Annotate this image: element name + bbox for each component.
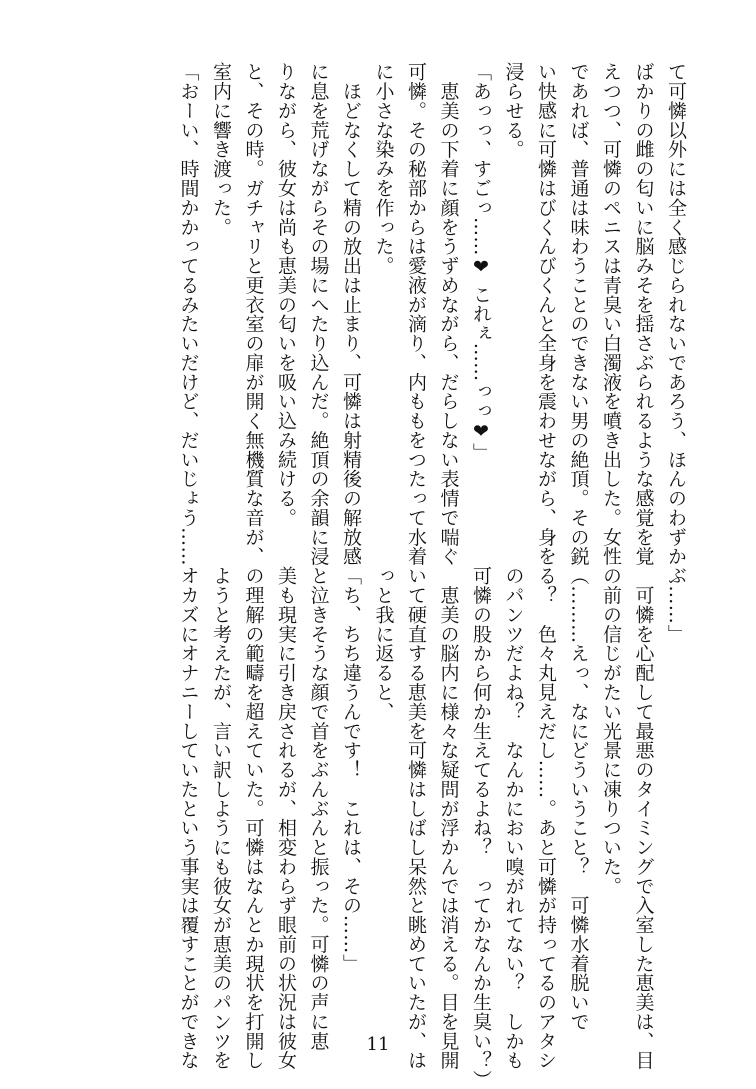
text-line: 室内に響き渡った。 [210, 62, 232, 237]
text-line: ようと考えたが、言い訳しようにも彼女が恵美のパンツを [210, 566, 232, 1070]
text-line: 可憐の股から何か生えてるよね？ ってかなんか生臭い？） [470, 566, 492, 1089]
text-line: ばかりの雌の匂いに脳みそを揺さぶられるような感覚を覚 [632, 62, 655, 566]
page-number: 11 [366, 1034, 390, 1055]
text-line: 「あっっ、すごっ……❤ これぇ……っっ❤」 [470, 62, 492, 463]
text-line: て可憐以外には全く感じられないであろう、ほんのわずか [665, 62, 687, 566]
text-line: のパンツだよね？ なんかにおい嗅がれてない？ しかも [502, 566, 525, 1070]
text-line: と、その時。ガチャリと更衣室の扉が開く無機質な音が、 [242, 62, 265, 566]
text-line: 「おーい、時間かかってるみたいだけど、だいじょう…… [177, 62, 200, 566]
text-line: ぶ……」 [665, 566, 687, 644]
text-line: 恵美の下着に顔をうずめながら、だらしない表情で喘ぐ [437, 62, 460, 566]
text-line: 可憐。その秘部からは愛液が滴り、内ももをつたって水着 [405, 62, 427, 566]
text-line: の前の信じがたい光景に凍りついた。 [600, 566, 622, 896]
text-line: りながら、彼女は尚も恵美の匂いを吸い込み続ける。 [275, 62, 297, 528]
text-line: いて硬直する恵美を可憐はしばし呆然と眺めていたが、は [405, 566, 427, 1070]
text-line: に息を荒げながらその場にへたり込んだ。絶頂の余韻に浸 [307, 62, 330, 566]
text-line: えつつ、可憐のペニスは青臭い白濁液を噴き出した。女性 [600, 62, 622, 566]
text-line: 可憐を心配して最悪のタイミングで入室した恵美は、目 [632, 566, 655, 1070]
text-line: （………えっ、なにどういうこと？ 可憐水着脱いで [567, 566, 590, 1032]
text-line: オカズにオナニーしていたという事実は覆すことができな [177, 566, 200, 1070]
text-block-upper [66, 62, 692, 566]
text-line: 美も現実に引き戻されるが、相変わらず眼前の状況は彼女 [275, 566, 297, 1070]
text-line: の理解の範疇を超えていた。可憐はなんとか現状を打開し [242, 566, 265, 1070]
text-line: る？ 色々丸見えだし……。あと可憐が持ってるのアタシ [535, 566, 557, 1070]
text-line: に小さな染みを作った。 [372, 62, 395, 276]
text-line: 「ち、ちち違うんです！ これは、その……」 [340, 566, 362, 973]
text-line: であれば、普通は味わうことのできない男の絶頂。その鋭 [567, 62, 590, 566]
text-line: と泣きそうな顔で首をぶんぶんと振った。可憐の声に恵 [307, 566, 330, 1051]
text-line: っと我に返ると、 [372, 566, 395, 722]
text-line: い快感に可憐はびくんびくんと全身を震わせながら、身を [535, 62, 557, 566]
text-line: 浸らせる。 [502, 62, 525, 159]
text-line: 恵美の脳内に様々な疑問が浮かんでは消える。目を見開 [437, 566, 460, 1070]
text-line: ほどなくして精の放出は止まり、可憐は射精後の解放感 [340, 62, 362, 566]
